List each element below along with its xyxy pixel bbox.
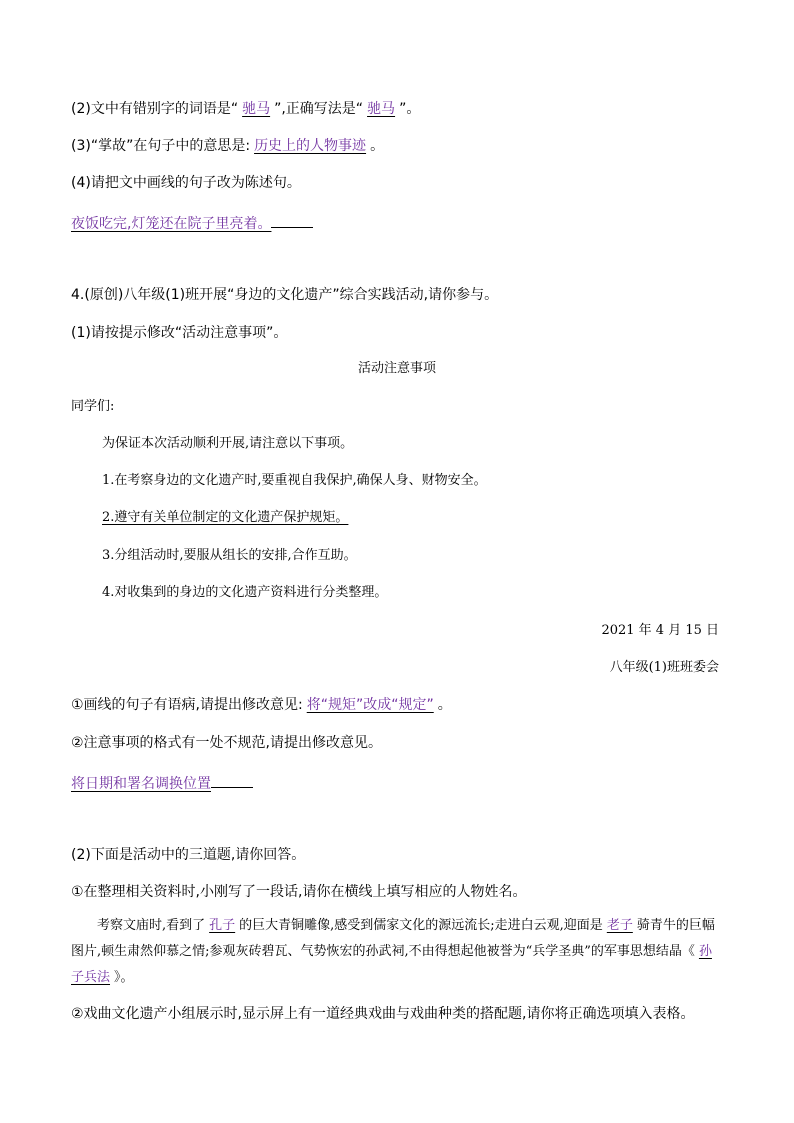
q4-stem: 4.(原创)八年级(1)班开展“身边的文化遗产”综合实践活动,请你参与。 (71, 287, 499, 303)
q3-item4-prompt: (4)请把文中画线的句子改为陈述句。 (71, 175, 301, 191)
answer-blank-tail (211, 770, 253, 788)
answer-laozi: 老子 (606, 918, 633, 933)
q4-sub2-answer (71, 770, 734, 794)
q3-item2: (2)文中有错别字的词语是“ 驰马 ”,正确写法是“ 驰马 ”。 (71, 101, 421, 117)
notice-item-2-underlined: 2.遵守有关单位制定的文化遗产保护规矩。 (102, 510, 349, 525)
notice-title: 活动注意事项 (357, 361, 436, 376)
answer-art-of-war: 孙子兵法 (71, 944, 712, 985)
p2-q2-prompt: ②戏曲文化遗产小组展示时,显示屏上有一道经典戏曲与戏曲种类的搭配题,请你将正确选项填入表格。 (71, 1006, 695, 1022)
q4-part2-prompt: (2)下面是活动中的三道题,请你回答。 (71, 847, 306, 863)
answer-correct-word: 驰马 (367, 101, 396, 117)
notice-greeting: 同学们: (71, 399, 115, 414)
q3-item3: (3)“掌故”在句子中的意思是: 历史上的人物事迹 。 (71, 138, 385, 154)
q3-item4-answer (71, 210, 734, 234)
notice-item-1: 1.在考察身边的文化遗产时,要重视自我保护,确保人身、财物安全。 (102, 473, 487, 488)
answer-blank-tail (271, 210, 313, 228)
notice-item-4: 4.对收集到的身边的文化遗产资料进行分类整理。 (102, 585, 388, 600)
notice-intro: 为保证本次活动顺利开展,请注意以下事项。 (102, 436, 354, 451)
notice-item-3: 3.分组活动时,要服从组长的安排,合作互助。 (102, 548, 357, 563)
answer-declarative-sentence: 夜饭吃完,灯笼还在院子里亮着。 (71, 216, 272, 232)
notice-signature: 八年级(1)班班委会 (609, 660, 719, 675)
answer-format-fix: 将日期和署名调换位置 (71, 776, 211, 792)
q4-part1-prompt: (1)请按提示修改“活动注意事项”。 (71, 325, 288, 341)
answer-meaning: 历史上的人物事迹 (254, 138, 367, 154)
p2-q1-prompt: ①在整理相关资料时,小刚写了一段话,请你在横线上填写相应的人物姓名。 (71, 884, 527, 900)
answer-wrong-word: 驰马 (242, 101, 271, 117)
q4-sub1: ①画线的句子有语病,请提出修改意见: 将“规矩”改成“规定” 。 (71, 697, 452, 713)
answer-confucius: 孔子 (209, 918, 236, 933)
answer-revision: 将“规矩”改成“规定” (306, 697, 434, 713)
passage: 考察文庙时,看到了 孔子 的巨大青铜雕像,感受到儒家文化的源远流长;走进白云观,迎面是 老子 骑青牛的巨幅图片,顿生肃然仰慕之情;参观灰砖碧瓦、气势恢宏的孙武祠,不由得想起他被誉为“兵学圣典”的军事思想结晶《 孙子兵法 》。 (71, 918, 715, 985)
q4-sub2-prompt: ②注意事项的格式有一处不规范,请提出修改意见。 (71, 735, 382, 751)
notice-date: 2021 年 4 月 15 日 (601, 623, 719, 638)
